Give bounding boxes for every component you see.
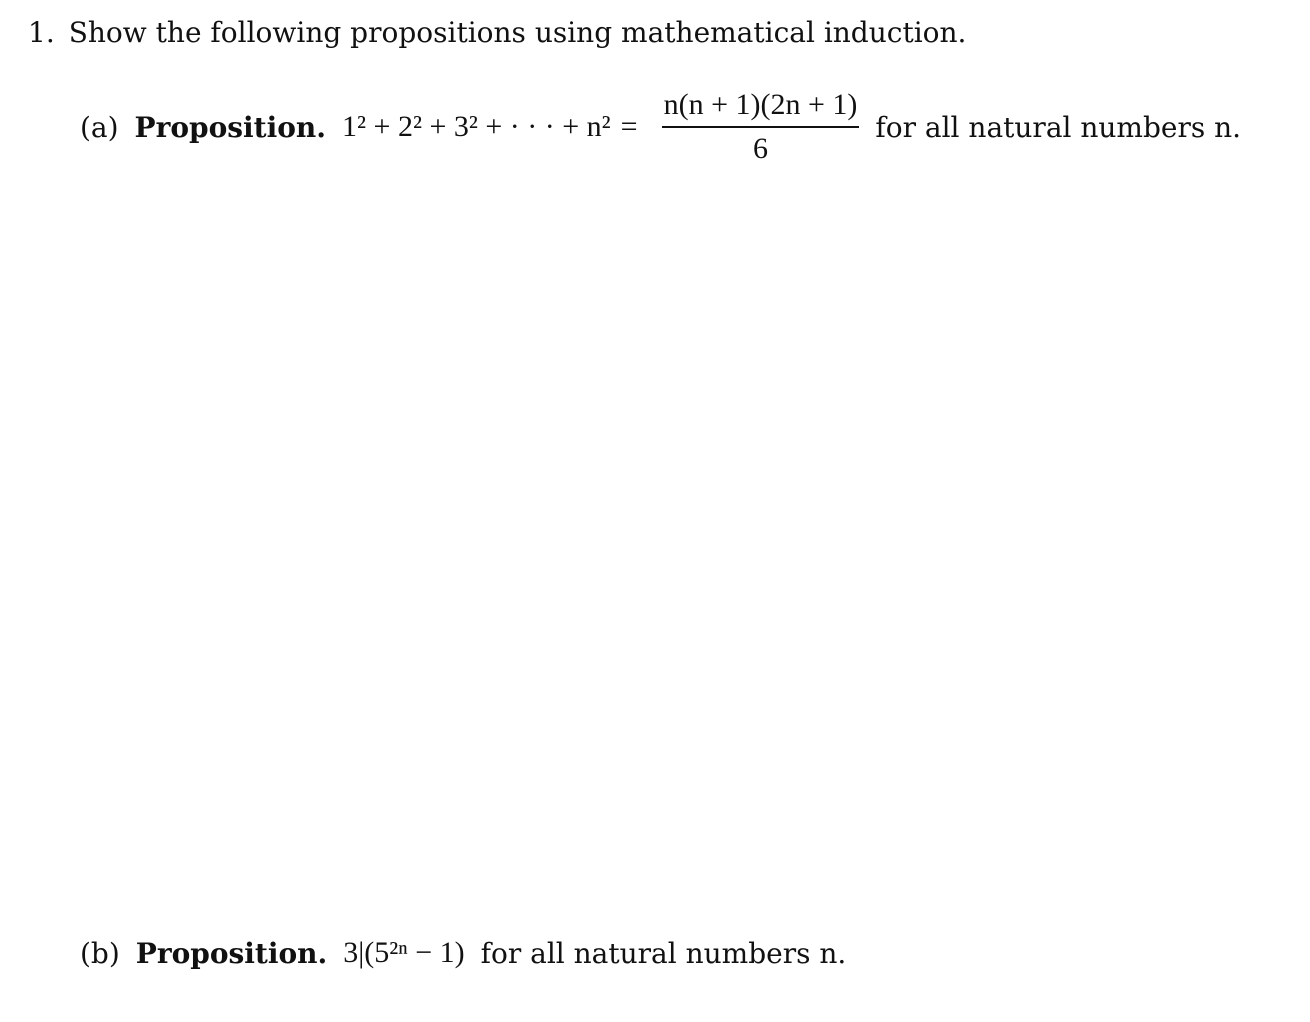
part-a-numerator: n(n + 1)(2n + 1) [662, 88, 860, 128]
part-b-label: (b) [80, 936, 120, 970]
part-a [80, 88, 1241, 166]
part-a-equals: = [620, 110, 638, 143]
problem-heading [28, 16, 966, 49]
part-a-lhs: 1² + 2² + 3² + · · · + n² [342, 110, 611, 143]
part-b [80, 936, 846, 970]
part-b-tail: for all natural numbers n. [480, 936, 847, 970]
part-a-label: (a) [80, 110, 119, 144]
part-a-fraction [662, 88, 860, 166]
part-a-tail: for all natural numbers n. [875, 110, 1242, 144]
part-a-proposition-label: Proposition. [134, 110, 327, 144]
part-b-proposition-label: Proposition. [135, 936, 328, 970]
problem-instruction: Show the following propositions using mathematical induction. [68, 16, 967, 49]
part-a-denominator: 6 [753, 132, 768, 165]
part-b-statement: 3|(5²ⁿ − 1) [343, 936, 465, 969]
problem-number: 1. [28, 16, 55, 49]
